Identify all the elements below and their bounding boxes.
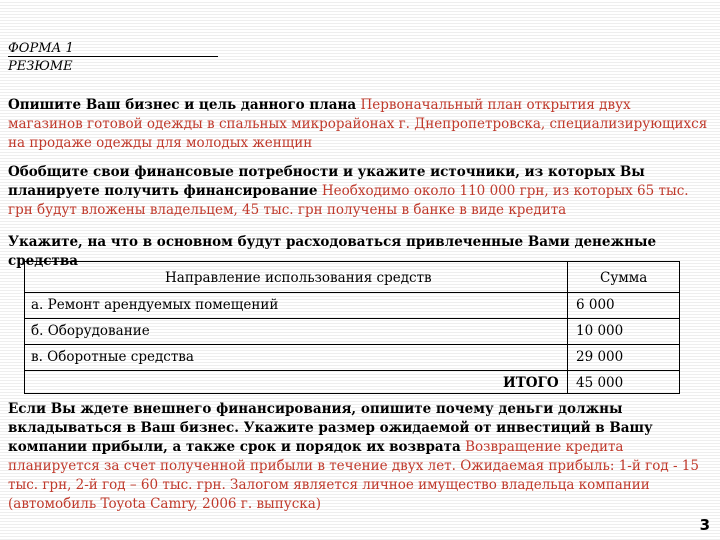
form-label: ФОРМА 1 <box>8 41 74 56</box>
row-divider <box>25 318 679 319</box>
column-divider <box>567 262 568 393</box>
question-text: Обобщите свои финансовые потребности и укажите источники, из которых Вы планируете получить финансирование <box>8 164 645 199</box>
answer-text: Возвращение кредита планируется за счет полученной прибыли в течение двух лет. Ожидаемая прибыль: 1-й год - 15 тыс. грн, 2-й год – 60 тыс. грн. Залогом является личное имущество владельца компании (автомобиль Toyota Camry, 2006 г. выпуска) <box>8 439 699 512</box>
table-row-amount: 10 000 <box>576 323 624 339</box>
column-header-direction: Направление использования средств <box>165 270 432 286</box>
total-amount: 45 000 <box>576 375 624 391</box>
answer-text: Необходимо около 110 000 грн, из которых 65 тыс. грн будут вложены владельцем, 45 тыс. грн получены в банке в виде кредита <box>8 183 689 218</box>
table-row-direction: в. Оборотные средства <box>31 349 194 365</box>
total-label: ИТОГО <box>503 375 559 391</box>
resume-title: РЕЗЮМЕ <box>8 59 73 74</box>
row-divider <box>25 344 679 345</box>
funds-usage-table <box>24 261 680 394</box>
table-row-amount: 29 000 <box>576 349 624 365</box>
table-row-amount: 6 000 <box>576 297 615 313</box>
table-row-direction: б. Оборудование <box>31 323 150 339</box>
header-divider <box>25 292 679 293</box>
page-number: 3 <box>699 516 710 534</box>
answer-text: Первоначальный план открытия двух магазинов готовой одежды в спальных микрорайонах г. Днепропетровска, специализирующихся на продаже одежды для молодых женщин <box>8 97 708 151</box>
external-financing-block <box>8 400 708 514</box>
form-header <box>8 40 74 76</box>
column-header-amount: Сумма <box>600 270 648 286</box>
form-label-underline <box>8 56 218 57</box>
business-description-block <box>8 96 708 153</box>
question-text: Если Вы ждете внешнего финансирования, опишите почему деньги должны вкладываться в Ваш бизнес. Укажите размер ожидаемой от инвестиций в Вашу компании прибыли, а также срок и порядок их возврата <box>8 401 653 455</box>
question-text: Опишите Ваш бизнес и цель данного плана <box>8 97 357 113</box>
row-divider <box>25 370 679 371</box>
financing-needs-block <box>8 163 708 220</box>
table-row-direction: а. Ремонт арендуемых помещений <box>31 297 279 313</box>
question-text: Укажите, на что в основном будут расходоваться привлеченные Вами денежные средства <box>8 234 657 269</box>
